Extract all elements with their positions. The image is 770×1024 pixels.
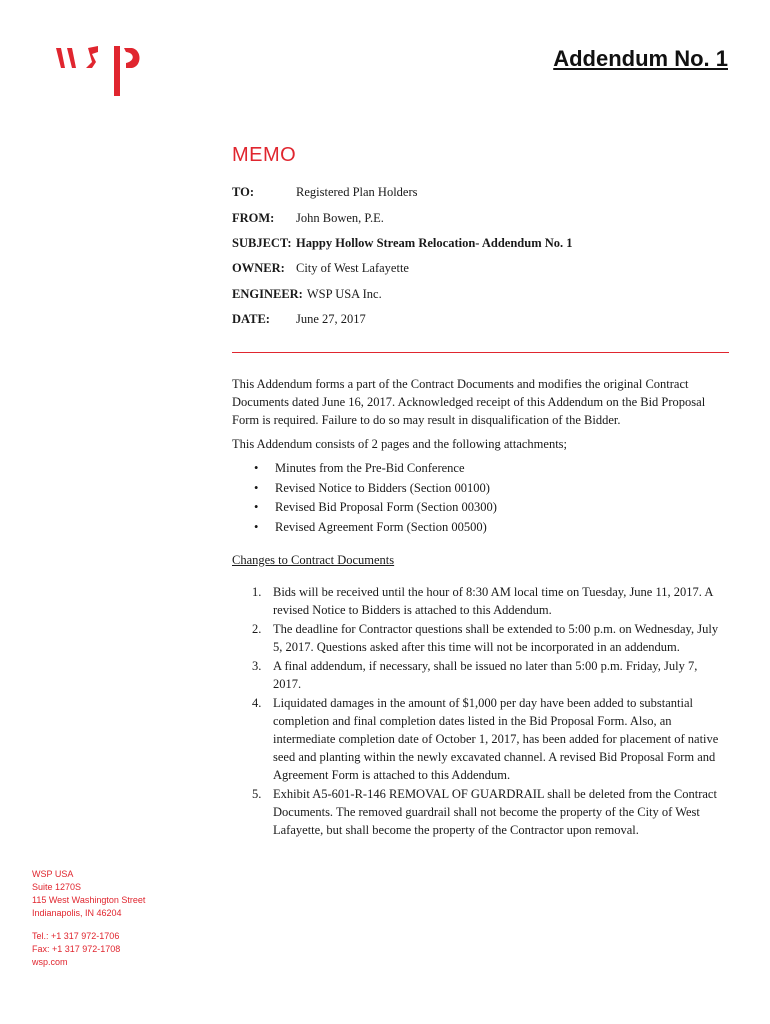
footer-line: WSP USA (32, 869, 74, 879)
header-value: WSP USA Inc. (306, 286, 382, 301)
header-value: Registered Plan Holders (296, 185, 418, 200)
footer-fax: Fax: +1 317 972-1708 (32, 944, 121, 954)
wsp-logo (52, 40, 162, 98)
memo-header (232, 180, 573, 332)
item-text: Bids will be received until the hour of 8:30 AM local time on Tuesday, June 11, 2017. A revised Notice to Bidders is attached to this Addendum. (273, 585, 713, 617)
footer-phone: Tel.: +1 317 972-1706 (32, 931, 120, 941)
changes-heading: Changes to Contract Documents (232, 553, 395, 567)
attachments-list (232, 459, 727, 537)
item-number: 4. (252, 696, 262, 710)
header-row-engineer (232, 282, 573, 307)
header-row-to (232, 180, 573, 205)
item-text: A final addendum, if necessary, shall be issued no later than 5:00 p.m. Friday, July 7, 2017. (273, 659, 698, 691)
item-text: Liquidated damages in the amount of $1,000 per day have been added to substantial completion and final completion dates listed in the Bid Proposal Form. Also, an intermediate completion date of October 1, 2017, has been added for placement of native seed and planting within the newly excavated channel. A revised Bid Proposal Form and Agreement Form is attached to this Addendum. (273, 696, 719, 782)
header-value: June 27, 2017 (296, 312, 366, 327)
list-item: • Revised Notice to Bidders (Section 00100) (232, 479, 727, 499)
header-row-from (232, 205, 573, 230)
intro-paragraph: This Addendum forms a part of the Contract Documents and modifies the original Contract Documents dated June 16, 2017. Acknowledged receipt of this Addendum on the Bid Proposal Form is required. Failure to do so may result in disqualification of the Bidder. (232, 377, 706, 427)
attachments-intro: This Addendum consists of 2 pages and the following attachments; (232, 437, 568, 451)
item-number: 2. (252, 622, 262, 636)
item-text: The deadline for Contractor questions shall be extended to 5:00 p.m. on Wednesday, July 5, 2017. Questions asked after this time will not be incorporated in an addendum. (273, 622, 719, 654)
header-label: SUBJECT: (232, 235, 292, 250)
footer-line: 115 West Washington Street (32, 895, 146, 905)
header-label: OWNER: (232, 261, 285, 276)
list-item (232, 694, 727, 784)
memo-body (232, 375, 727, 840)
footer-line: Suite 1270S (32, 882, 82, 892)
footer-website: wsp.com (32, 957, 68, 967)
list-item: • Revised Bid Proposal Form (Section 00300) (232, 498, 727, 518)
header-label: TO: (232, 185, 254, 200)
addendum-title: Addendum No. 1 (553, 46, 728, 71)
changes-list (232, 583, 727, 839)
list-item: • Revised Agreement Form (Section 00500) (232, 518, 727, 538)
item-text: Exhibit A5-601-R-146 REMOVAL OF GUARDRAIL shall be deleted from the Contract Documents. The removed guardrail shall not become the property of the City of West Lafayette, but shall become the property of the Contractor upon removal. (273, 787, 717, 837)
item-number: 5. (252, 787, 262, 801)
header-label: DATE: (232, 312, 270, 327)
list-item (232, 620, 727, 656)
list-item (232, 657, 727, 693)
header-value: City of West Lafayette (296, 261, 409, 276)
divider-line (232, 352, 729, 353)
memo-label: MEMO (232, 144, 297, 166)
header-value: Happy Hollow Stream Relocation- Addendum No. 1 (296, 235, 573, 250)
list-item: • Minutes from the Pre-Bid Conference (232, 459, 727, 479)
header-value: John Bowen, P.E. (296, 210, 384, 225)
header-row-owner (232, 256, 573, 281)
list-item (232, 785, 727, 839)
header-row-date (232, 307, 573, 332)
item-number: 3. (252, 659, 262, 673)
header-label: FROM: (232, 210, 275, 225)
footer-address (32, 868, 145, 969)
header-row-subject (232, 231, 573, 256)
header-label: ENGINEER: (232, 286, 303, 301)
item-number: 1. (252, 585, 262, 599)
footer-line: Indianapolis, IN 46204 (32, 908, 122, 918)
list-item (232, 583, 727, 619)
